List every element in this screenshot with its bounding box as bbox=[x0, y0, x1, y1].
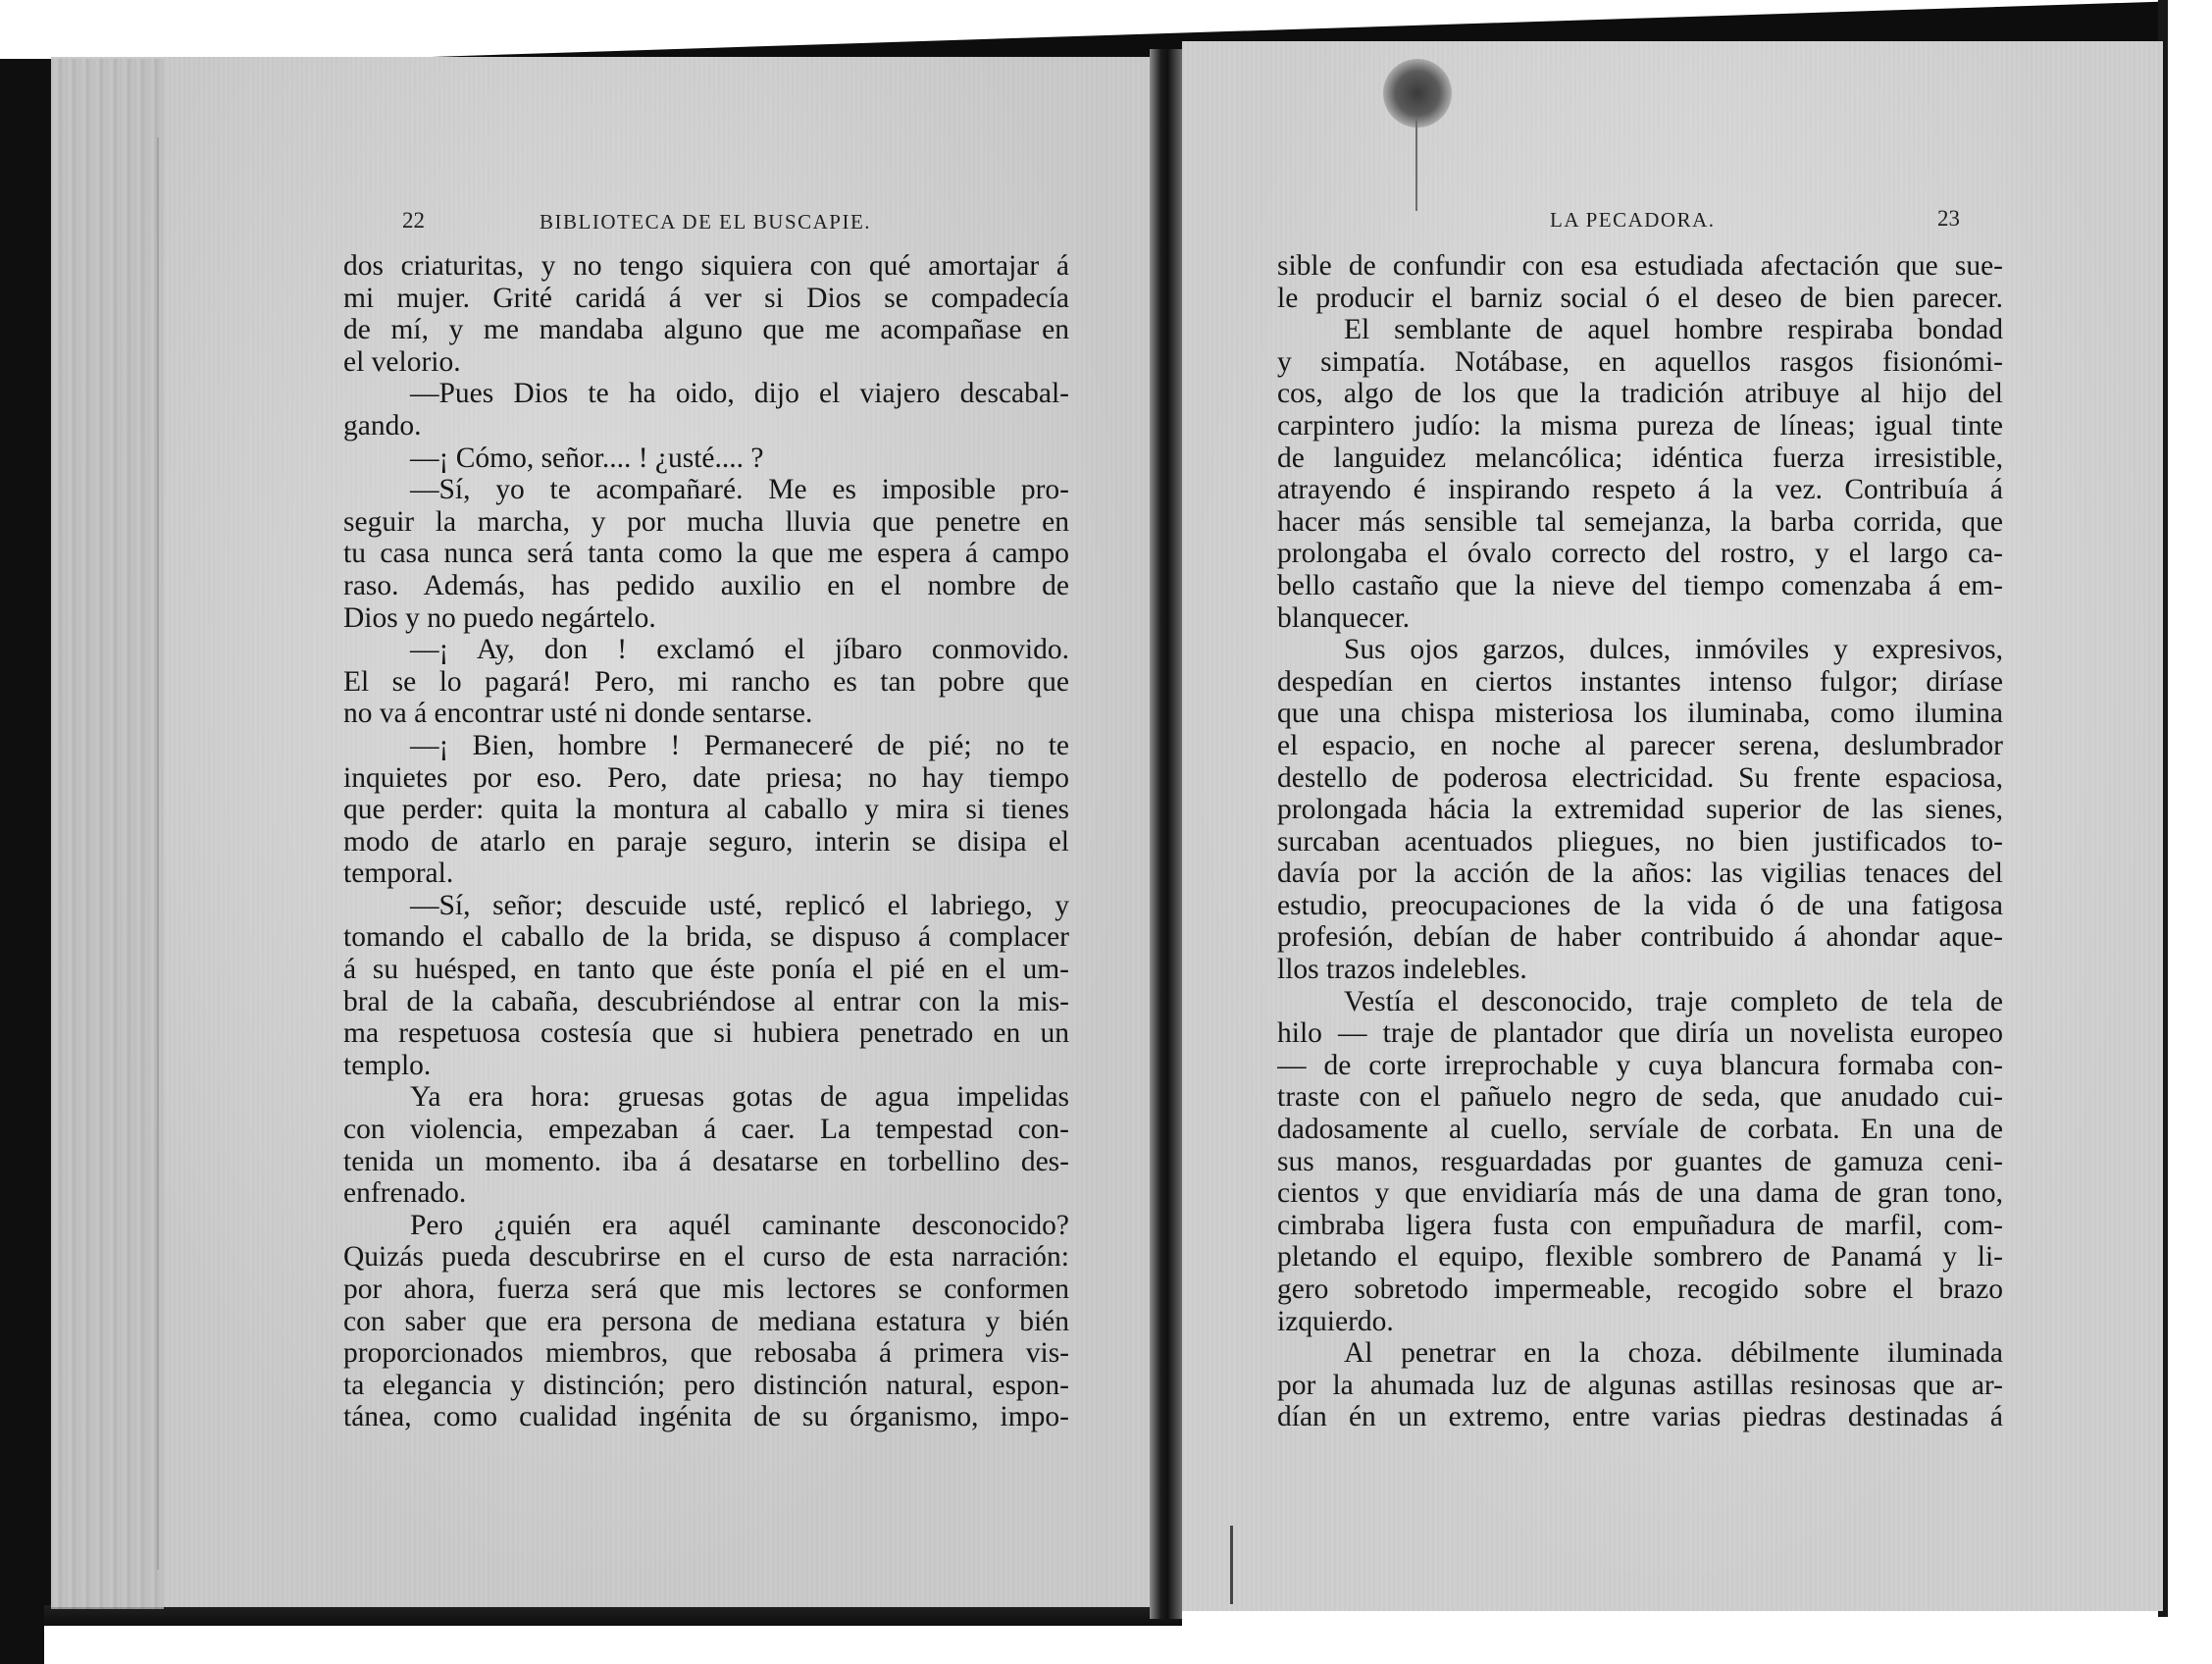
text-line: tomando el caballo de la brida, se dispuso á complacer bbox=[343, 921, 1069, 954]
text-line: ta elegancia y distinción; pero distinción natural, espon- bbox=[343, 1369, 1069, 1401]
text-line: —¡ Cómo, señor.... ! ¿usté.... ? bbox=[410, 442, 764, 474]
text-line: —Sí, señor; descuide usté, replicó el labriego, y bbox=[410, 889, 1069, 921]
text-line: dadosamente al cuello, servíale de corbata. En una de bbox=[1277, 1114, 2003, 1146]
left-running-header: BIBLIOTECA DE EL BUSCAPIE. bbox=[540, 210, 872, 234]
text-line: El se lo pagará! Pero, mi rancho es tan pobre que bbox=[343, 665, 1069, 698]
text-line: sible de confundir con esa estudiada afectación que sue- bbox=[1277, 250, 2003, 282]
page-crease bbox=[157, 137, 159, 1570]
right-page-number: 23 bbox=[1937, 206, 1960, 231]
text-line: cimbraba ligera fusta con empuñadura de marfil, com- bbox=[1277, 1209, 2003, 1241]
text-line: pletando el equipo, flexible sombrero de Panamá y li- bbox=[1277, 1241, 2003, 1274]
text-line: tánea, como cualidad ingénita de su órganismo, impo- bbox=[343, 1401, 1069, 1433]
text-line: traste con el pañuelo negro de seda, que anudado cui- bbox=[1277, 1081, 2003, 1114]
text-line: bello castaño que la nieve del tiempo comenzaba á em- bbox=[1277, 569, 2003, 601]
text-line: y simpatía. Notábase, en aquellos rasgos fisionómi- bbox=[1277, 345, 2003, 378]
text-line: Pero ¿quién era aquél caminante desconocido? bbox=[410, 1209, 1069, 1241]
text-line: á su huésped, en tanto que éste ponía el pié en el um- bbox=[343, 954, 1069, 986]
text-line: con saber que era persona de mediana estatura y bién bbox=[343, 1305, 1069, 1337]
text-line: Dios y no puedo negártelo. bbox=[343, 601, 656, 634]
ink-stain-drip bbox=[1415, 118, 1417, 211]
text-line: seguir la marcha, y por mucha lluvia que penetre en bbox=[343, 505, 1069, 538]
page-edges bbox=[51, 59, 164, 1609]
text-line: no va á encontrar usté ni donde sentarse. bbox=[343, 698, 813, 730]
text-line: gero sobretodo impermeable, recogido sobre el brazo bbox=[1277, 1274, 2003, 1305]
microfilm-frame-left bbox=[0, 59, 51, 1664]
text-line: de languidez melancólica; idéntica fuerza irresistible, bbox=[1277, 442, 2003, 474]
text-line: profesión, debían de haber contribuido á ahondar aque- bbox=[1277, 921, 2003, 954]
text-line: mi mujer. Grité caridá á ver si Dios se compadecía bbox=[343, 282, 1069, 314]
right-page-body bbox=[1277, 250, 2003, 1433]
left-page-body bbox=[343, 250, 1069, 1433]
left-page-number: 22 bbox=[402, 208, 425, 233]
text-line: ma respetuosa costesía que si hubiera penetrado en un bbox=[343, 1017, 1069, 1050]
text-line: Sus ojos garzos, dulces, inmóviles y expresivos, bbox=[1344, 634, 2003, 666]
text-line: por la ahumada luz de algunas astillas resinosas que ar- bbox=[1277, 1369, 2003, 1401]
text-line: estudio, preocupaciones de la vida ó de una fatigosa bbox=[1277, 889, 2003, 921]
text-line: tenida un momento. iba á desatarse en torbellino des- bbox=[343, 1145, 1069, 1177]
text-line: que una chispa misteriosa los iluminaba, como ilumina bbox=[1277, 698, 2003, 730]
text-line: tu casa nunca será tanta como la que me espera á campo bbox=[343, 538, 1069, 570]
text-line: —Pues Dios te ha oido, dijo el viajero descabal- bbox=[410, 378, 1069, 410]
text-line: llos trazos indelebles. bbox=[1277, 954, 1527, 986]
text-line: modo de atarlo en paraje seguro, interin se disipa el bbox=[343, 825, 1069, 858]
text-line: Quizás pueda descubrirse en el curso de esta narración: bbox=[343, 1241, 1069, 1274]
text-line: —¡ Bien, hombre ! Permaneceré de pié; no te bbox=[410, 729, 1069, 761]
text-line: — de corte irreprochable y cuya blancura formaba con- bbox=[1277, 1049, 2003, 1081]
text-line: sus manos, resguardadas por guantes de gamuza ceni- bbox=[1277, 1145, 2003, 1177]
text-line: Vestía el desconocido, traje completo de tela de bbox=[1344, 985, 2003, 1017]
text-line: raso. Además, has pedido auxilio en el nombre de bbox=[343, 569, 1069, 601]
text-line: bral de la cabaña, descubriéndose al entrar con la mis- bbox=[343, 985, 1069, 1017]
right-running-header: LA PECADORA. bbox=[1550, 208, 1716, 232]
ink-stain bbox=[1383, 59, 1452, 128]
text-line: temporal. bbox=[343, 858, 454, 890]
text-line: dos criaturitas, y no tengo siquiera con qué amortajar á bbox=[343, 250, 1069, 282]
text-line: gando. bbox=[343, 409, 422, 442]
scan-mark bbox=[1230, 1526, 1233, 1604]
text-line: blanquecer. bbox=[1277, 601, 1411, 634]
text-line: con violencia, empezaban á caer. La tempestad con- bbox=[343, 1114, 1069, 1146]
text-line: enfrenado. bbox=[343, 1177, 467, 1210]
text-line: —Sí, yo te acompañaré. Me es imposible pro- bbox=[410, 474, 1069, 506]
text-line: Al penetrar en la choza. débilmente iluminada bbox=[1344, 1337, 2003, 1370]
text-line: de mí, y me mandaba alguno que me acompañase en bbox=[343, 314, 1069, 346]
text-line: destello de poderosa electricidad. Su frente espaciosa, bbox=[1277, 761, 2003, 794]
text-line: dían én un extremo, entre varias piedras destinadas á bbox=[1277, 1401, 2003, 1433]
text-line: prolongaba el óvalo correcto del rostro, y el largo ca- bbox=[1277, 538, 2003, 570]
book-gutter bbox=[1150, 49, 1182, 1619]
text-line: el espacio, en noche al parecer serena, deslumbrador bbox=[1277, 729, 2003, 761]
text-line: le producir el barniz social ó el deseo de bien parecer. bbox=[1277, 282, 2003, 314]
text-line: carpintero judío: la misma pureza de líneas; igual tinte bbox=[1277, 409, 2003, 442]
text-line: el velorio. bbox=[343, 345, 461, 378]
text-line: izquierdo. bbox=[1277, 1305, 1394, 1337]
text-line: davía por la acción de la años: las vigilias tenaces del bbox=[1277, 858, 2003, 890]
text-line: cos, algo de los que la tradición atribuye al hijo del bbox=[1277, 378, 2003, 410]
text-line: hacer más sensible tal semejanza, la barba corrida, que bbox=[1277, 505, 2003, 538]
text-line: por ahora, fuerza será que mis lectores se conformen bbox=[343, 1274, 1069, 1305]
text-line: inquietes por eso. Pero, date priesa; no hay tiempo bbox=[343, 761, 1069, 794]
text-line: Ya era hora: gruesas gotas de agua impelidas bbox=[410, 1081, 1069, 1114]
text-line: atrayendo é inspirando respeto á la vez. Contribuía á bbox=[1277, 474, 2003, 506]
text-line: El semblante de aquel hombre respiraba bondad bbox=[1344, 314, 2003, 346]
text-line: hilo — traje de plantador que diría un novelista europeo bbox=[1277, 1017, 2003, 1050]
text-line: surcaban acentuados pliegues, no bien justificados to- bbox=[1277, 825, 2003, 858]
text-line: despedían en ciertos instantes intenso fulgor; diríase bbox=[1277, 665, 2003, 698]
text-line: prolongada hácia la extremidad superior de las sienes, bbox=[1277, 794, 2003, 826]
text-line: templo. bbox=[343, 1049, 432, 1081]
text-line: proporcionados miembros, que rebosaba á primera vis- bbox=[343, 1337, 1069, 1370]
text-line: cientos y que envidiaría más de una dama de gran tono, bbox=[1277, 1177, 2003, 1210]
image-margin-right bbox=[2168, 0, 2212, 1664]
text-line: que perder: quita la montura al caballo y mira si tienes bbox=[343, 794, 1069, 826]
text-line: —¡ Ay, don ! exclamó el jíbaro conmovido. bbox=[410, 634, 1069, 666]
